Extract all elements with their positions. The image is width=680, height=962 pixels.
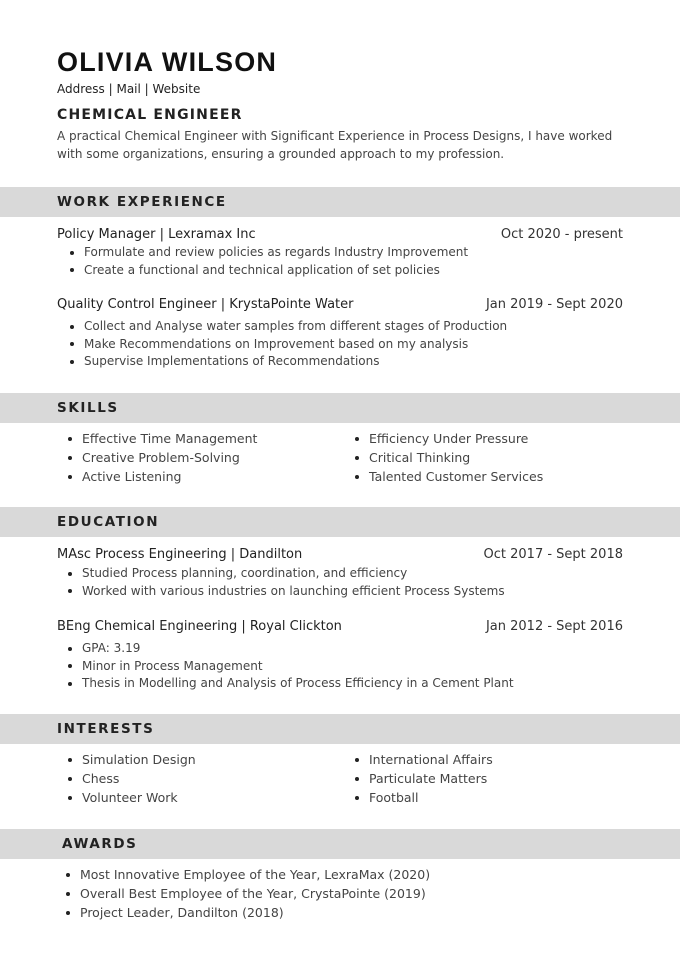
section-heading-interests: INTERESTS xyxy=(57,721,155,737)
list-item: Project Leader, Dandilton (2018) xyxy=(64,903,430,922)
education-band xyxy=(0,507,680,537)
list-item: Volunteer Work xyxy=(66,788,196,807)
degree-date: Jan 2012 - Sept 2016 xyxy=(485,619,623,634)
section-heading-education: EDUCATION xyxy=(57,514,160,530)
list-item: Chess xyxy=(66,769,196,788)
list-item: Football xyxy=(353,788,493,807)
awards-band xyxy=(0,829,680,859)
skills-list-right xyxy=(353,429,543,486)
list-item: International Affairs xyxy=(353,750,493,769)
degree-bullets xyxy=(66,565,505,600)
list-item: Create a functional and technical application of set policies xyxy=(68,262,468,280)
list-item: Make Recommendations on Improvement based on my analysis xyxy=(68,336,507,354)
list-item: Formulate and review policies as regards Industry Improvement xyxy=(68,244,468,262)
list-item: Supervise Implementations of Recommendations xyxy=(68,353,507,371)
job-title: Quality Control Engineer | KrystaPointe Water xyxy=(57,297,354,312)
list-item: Efficiency Under Pressure xyxy=(353,429,543,448)
degree-title: MAsc Process Engineering | Dandilton xyxy=(57,547,303,562)
list-item: Studied Process planning, coordination, and efficiency xyxy=(66,565,505,583)
interests-list-left xyxy=(66,750,196,807)
list-item: Minor in Process Management xyxy=(66,658,514,676)
list-item: Thesis in Modelling and Analysis of Process Efficiency in a Cement Plant xyxy=(66,675,514,693)
section-heading-awards: AWARDS xyxy=(62,836,138,852)
interests-list-right xyxy=(353,750,493,807)
list-item: Active Listening xyxy=(66,467,257,486)
list-item: Talented Customer Services xyxy=(353,467,543,486)
degree-title: BEng Chemical Engineering | Royal Clickton xyxy=(57,619,342,634)
section-heading-work: WORK EXPERIENCE xyxy=(57,194,227,210)
job-date: Jan 2019 - Sept 2020 xyxy=(485,297,623,312)
job-role: CHEMICAL ENGINEER xyxy=(57,107,243,123)
list-item: Effective Time Management xyxy=(66,429,257,448)
job-bullets xyxy=(68,318,507,371)
list-item: Most Innovative Employee of the Year, LexraMax (2020) xyxy=(64,865,430,884)
list-item: Worked with various industries on launching efficient Process Systems xyxy=(66,583,505,601)
list-item: Collect and Analyse water samples from different stages of Production xyxy=(68,318,507,336)
list-item: GPA: 3.19 xyxy=(66,640,514,658)
section-heading-skills: SKILLS xyxy=(57,400,119,416)
profile-summary: A practical Chemical Engineer with Significant Experience in Process Designs, I have worked with some organizations, ensuring a grounded approach to my profession. xyxy=(57,129,613,161)
work-experience-band xyxy=(0,187,680,217)
job-title: Policy Manager | Lexramax Inc xyxy=(57,227,256,242)
job-date: Oct 2020 - present xyxy=(500,227,623,242)
list-item: Overall Best Employee of the Year, CrystaPointe (2019) xyxy=(64,884,430,903)
degree-date: Oct 2017 - Sept 2018 xyxy=(483,547,623,562)
list-item: Particulate Matters xyxy=(353,769,493,788)
candidate-name: OLIVIA WILSON xyxy=(57,47,278,77)
contact-line: Address | Mail | Website xyxy=(57,82,201,96)
awards-list xyxy=(64,865,430,922)
list-item: Simulation Design xyxy=(66,750,196,769)
skills-list-left xyxy=(66,429,257,486)
list-item: Critical Thinking xyxy=(353,448,543,467)
list-item: Creative Problem-Solving xyxy=(66,448,257,467)
degree-bullets xyxy=(66,640,514,693)
interests-band xyxy=(0,714,680,744)
skills-band xyxy=(0,393,680,423)
job-bullets xyxy=(68,244,468,279)
